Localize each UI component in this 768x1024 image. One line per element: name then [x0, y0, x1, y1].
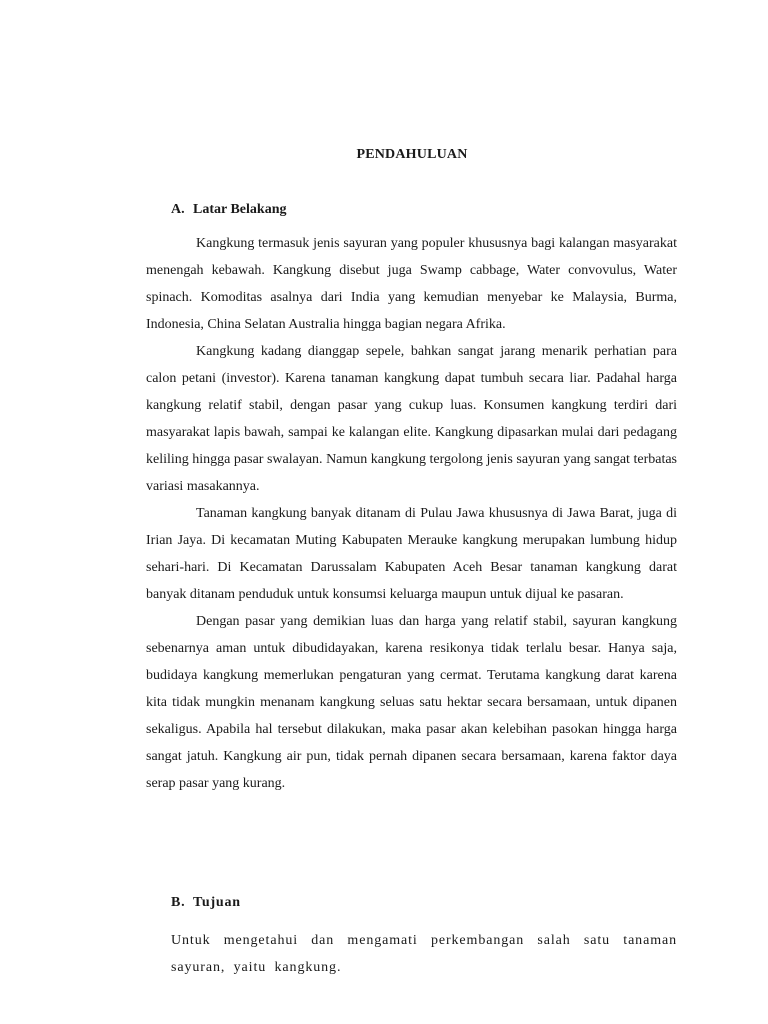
section-b-heading [171, 895, 241, 911]
section-a-heading-text: Latar Belakang [193, 202, 287, 217]
paragraph: Kangkung termasuk jenis sayuran yang populer khususnya bagi kalangan masyarakat menengah kebawah. Kangkung disebut juga Swamp cabbage, Water convovulus, Water spinach. Komoditas asalnya dari India yang kemudian menyebar ke Malaysia, Burma, Indonesia, China Selatan Australia hingga bagian negara Afrika. [146, 236, 677, 332]
paragraph: Tanaman kangkung banyak ditanam di Pulau Jawa khususnya di Jawa Barat, juga di Irian Jaya. Di kecamatan Muting Kabupaten Merauke kangkung merupakan lumbung hidup sehari-hari. Di Kecamatan Darussalam Kabupaten Aceh Besar tanaman kangkung darat banyak ditanam penduduk untuk konsumsi keluarga maupun untuk dijual ke pasaran. [146, 506, 677, 602]
section-b-heading-text: Tujuan [193, 895, 241, 910]
section-a-body [146, 230, 677, 797]
section-a-letter: A. [171, 202, 185, 217]
paragraph: Dengan pasar yang demikian luas dan harga yang relatif stabil, sayuran kangkung sebenarnya aman untuk dibudidayakan, karena resikonya tidak terlalu besar. Hanya saja, budidaya kangkung memerlukan pengaturan yang cermat. Terutama kangkung darat karena kita tidak mungkin menanam kangkung seluas satu hektar secara bersamaan, untuk dipanen sekaligus. Apabila hal tersebut dilakukan, maka pasar akan kelebihan pasokan hingga harga sangat jatuh. Kangkung air pun, tidak pernah dipanen secara bersamaan, karena faktor daya serap pasar yang kurang. [146, 614, 677, 791]
paragraph: Kangkung kadang dianggap sepele, bahkan sangat jarang menarik perhatian para calon petani (investor). Karena tanaman kangkung dapat tumbuh secara liar. Padahal harga kangkung relatif stabil, dengan pasar yang cukup luas. Konsumen kangkung terdiri dari masyarakat lapis bawah, sampai ke kalangan elite. Kangkung dipasarkan mulai dari pedagang keliling hingga pasar swalayan. Namun kangkung tergolong jenis sayuran yang sangat terbatas variasi masakannya. [146, 344, 677, 494]
section-b-body [171, 927, 677, 981]
section-b-letter: B. [171, 895, 186, 910]
page-title: PENDAHULUAN [356, 147, 468, 162]
paragraph: Untuk mengetahui dan mengamati perkembangan salah satu tanaman sayuran, yaitu kangkung. [171, 933, 677, 975]
section-a-heading [171, 202, 286, 218]
